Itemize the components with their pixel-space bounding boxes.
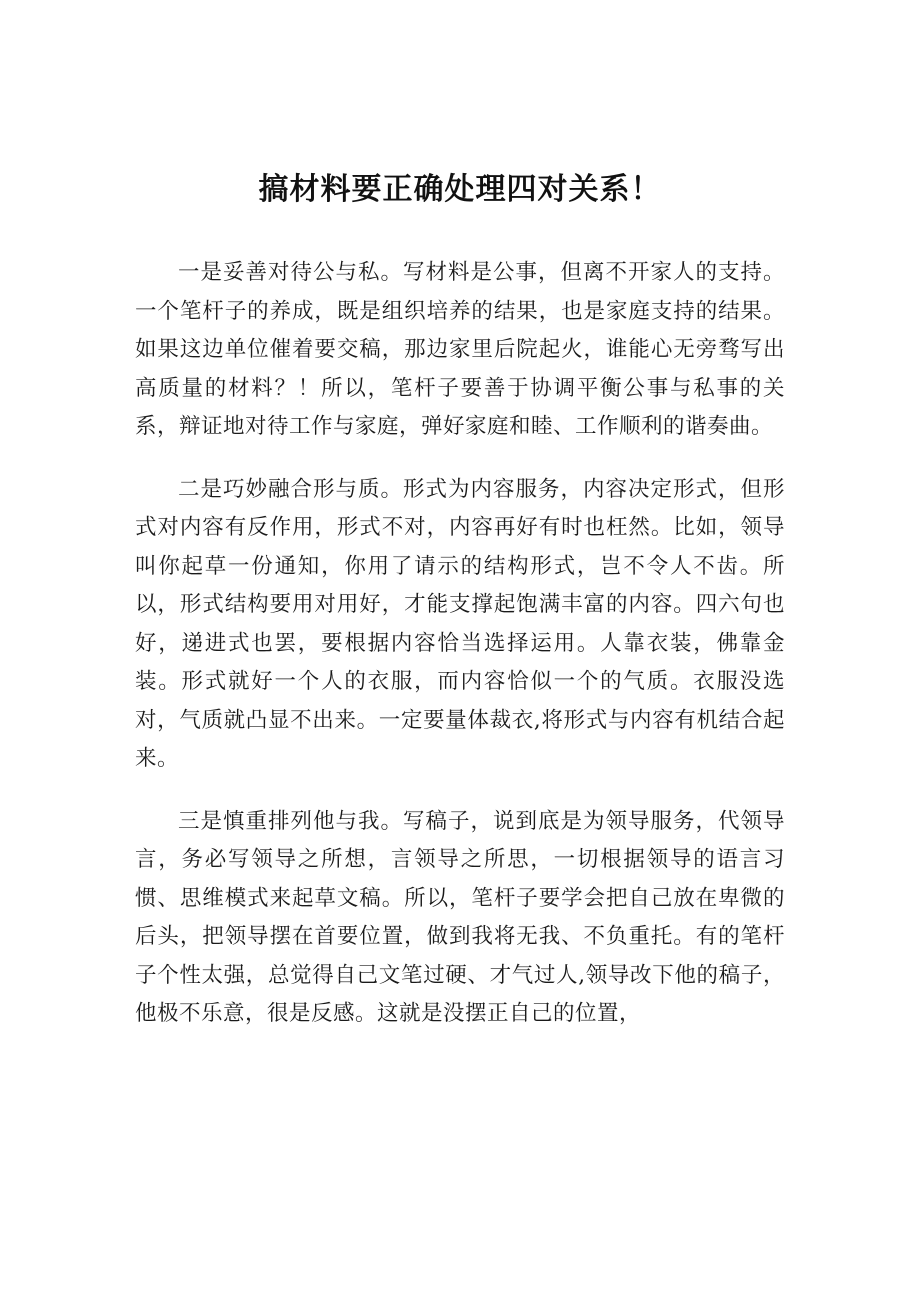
paragraph-2: 二是巧妙融合形与质。形式为内容服务，内容决定形式，但形式对内容有反作用，形式不对，内容再好有时也枉然。比如，领导叫你起草一份通知，你用了请示的结构形式，岂不令人不齿。所以，形式结构要用对用好，才能支撑起饱满丰富的内容。四六句也好，递进式也罢，要根据内容恰当选择运用。人靠衣装，佛靠金装。形式就好一个人的衣服，而内容恰似一个的气质。衣服没选对，气质就凸显不出来。一定要量体裁衣,将形式与内容有机结合起来。 bbox=[135, 476, 785, 771]
paragraph-3: 三是慎重排列他与我。写稿子，说到底是为领导服务，代领导言，务必写领导之所想，言领导之所思，一切根据领导的语言习惯、思维模式来起草文稿。所以，笔杆子要学会把自己放在卑微的后头，把领导摆在首要位置，做到我将无我、不负重托。有的笔杆子个性太强，总觉得自己文笔过硬、才气过人,领导改下他的稿子，他极不乐意，很是反感。这就是没摆正自己的位置， bbox=[135, 808, 785, 1026]
paragraph-1: 一是妥善对待公与私。写材料是公事，但离不开家人的支持。一个笔杆子的养成，既是组织培养的结果，也是家庭支持的结果。如果这边单位催着要交稿，那边家里后院起火，谁能心无旁骛写出高质量的材料？！所以，笔杆子要善于协调平衡公事与私事的关系，辩证地对待工作与家庭，弹好家庭和睦、工作顺利的谐奏曲。 bbox=[135, 260, 785, 439]
document-body bbox=[135, 254, 785, 1058]
document-title: 搞材料要正确处理四对关系！ bbox=[258, 172, 662, 207]
